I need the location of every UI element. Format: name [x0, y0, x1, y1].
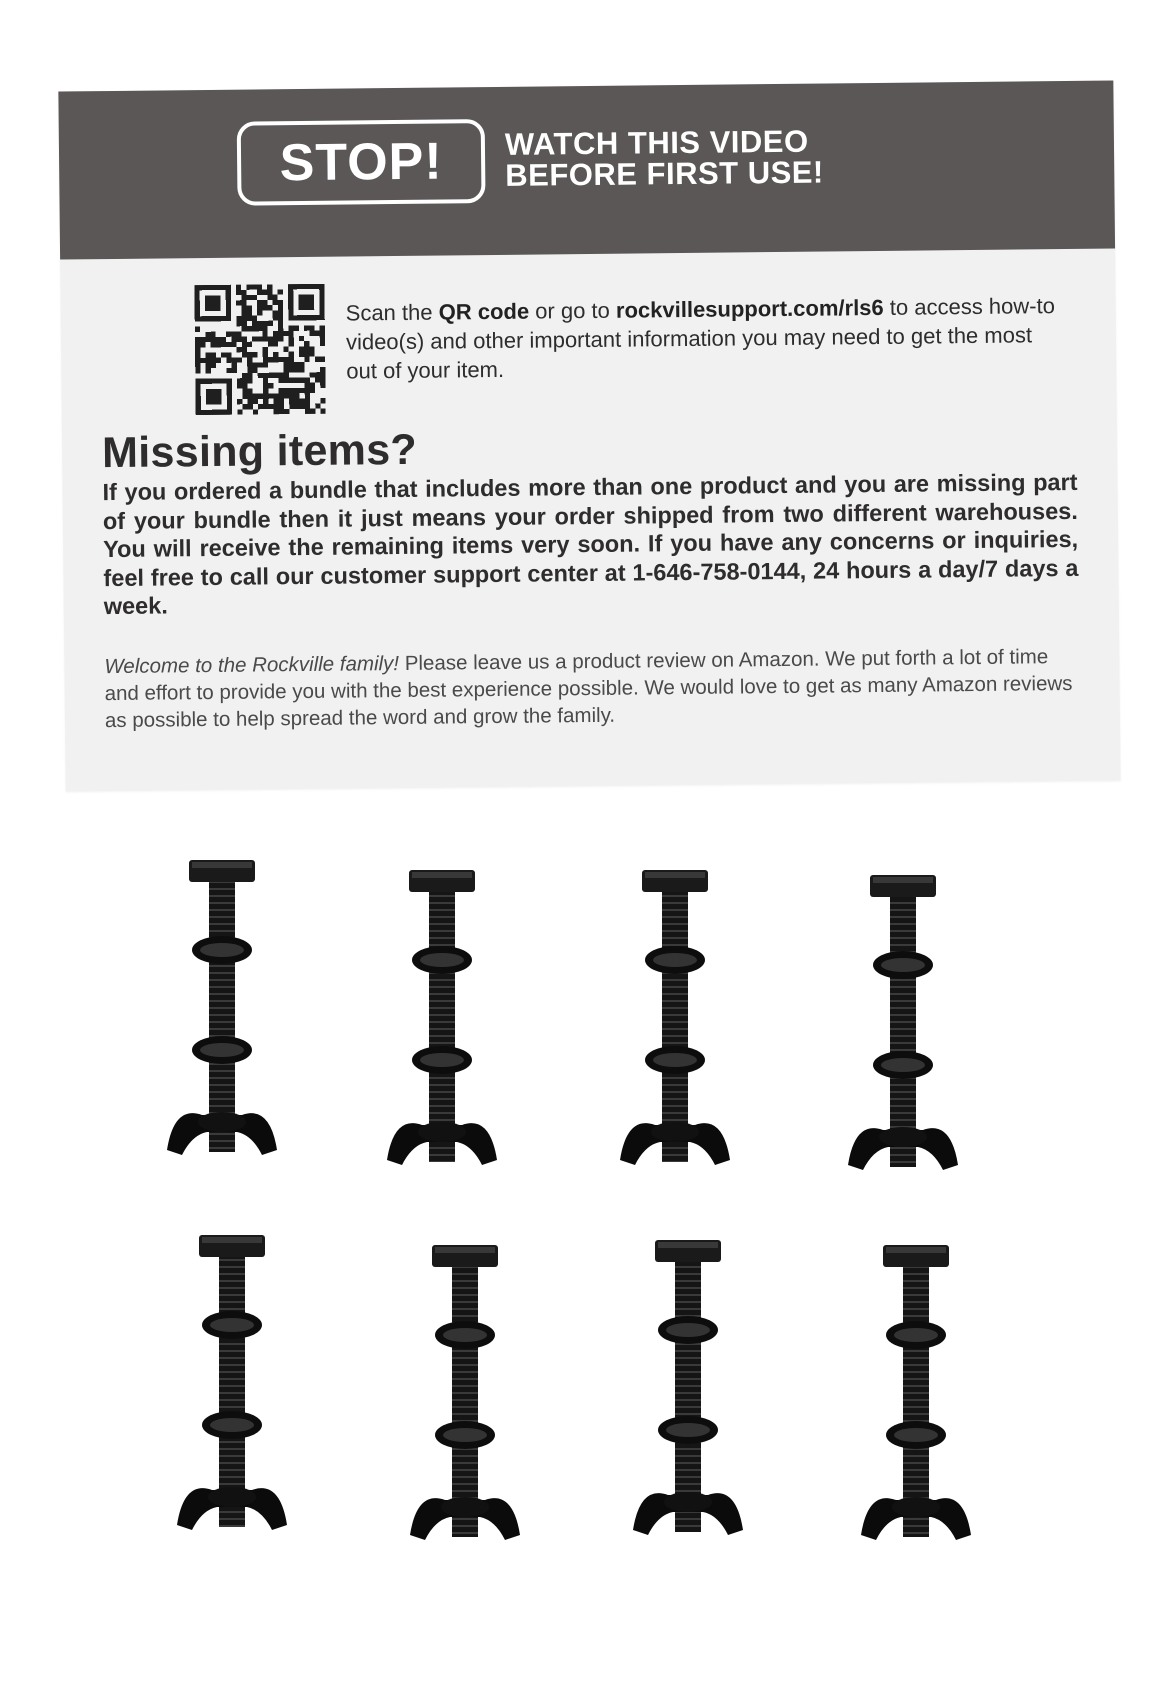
bolt-with-wingnut	[620, 870, 730, 1165]
qr-code-label: QR code	[438, 298, 530, 325]
stop-banner	[58, 80, 1115, 259]
missing-items-title: Missing items?	[101, 425, 418, 478]
welcome-rest: Please leave us a product review on Amazon. We put forth a lot of time and effort to provide you with the best experience possible. We would love to get as many Amazon reviews as possible to help spread the word and grow the family.	[104, 645, 1073, 733]
bolt-with-wingnut	[167, 860, 277, 1155]
bolt-with-wingnut	[410, 1245, 520, 1540]
support-url: rockvillesupport.com/rls6	[615, 294, 884, 323]
instruction-insert-card	[58, 80, 1120, 791]
watch-video-heading	[504, 123, 824, 193]
watch-line-1: WATCH THIS VIDEO	[504, 123, 809, 162]
watch-line-2: BEFORE FIRST USE!	[505, 154, 824, 193]
bolt-with-wingnut	[633, 1240, 743, 1535]
qr-text-part: Scan the	[345, 299, 439, 326]
qr-instructions	[346, 291, 1067, 386]
bolt-hardware-set	[0, 860, 1175, 1620]
bolt-with-wingnut	[848, 875, 958, 1170]
qr-text-part: to access how-to video(s) and other important information you may need to get the most out of your item.	[345, 293, 1056, 384]
qr-code-icon	[193, 284, 326, 415]
missing-items-body: If you ordered a bundle that includes more than one product and you are missing part of your bundle then it just means your order shipped from two different warehouses. You will receive the remaining items very soon. If you have any concerns or inquiries, feel free to call our customer support center at 1-646-758-0144, 24 hours a day/7 days a week.	[102, 468, 1079, 620]
welcome-message	[104, 643, 1085, 734]
welcome-italic: Welcome to the Rockville family!	[104, 652, 400, 679]
bolt-with-wingnut	[177, 1235, 287, 1530]
stop-badge: STOP!	[237, 119, 486, 206]
bolt-with-wingnut	[387, 870, 497, 1165]
qr-text-part: or go to	[528, 297, 617, 324]
bolt-with-wingnut	[861, 1245, 971, 1540]
